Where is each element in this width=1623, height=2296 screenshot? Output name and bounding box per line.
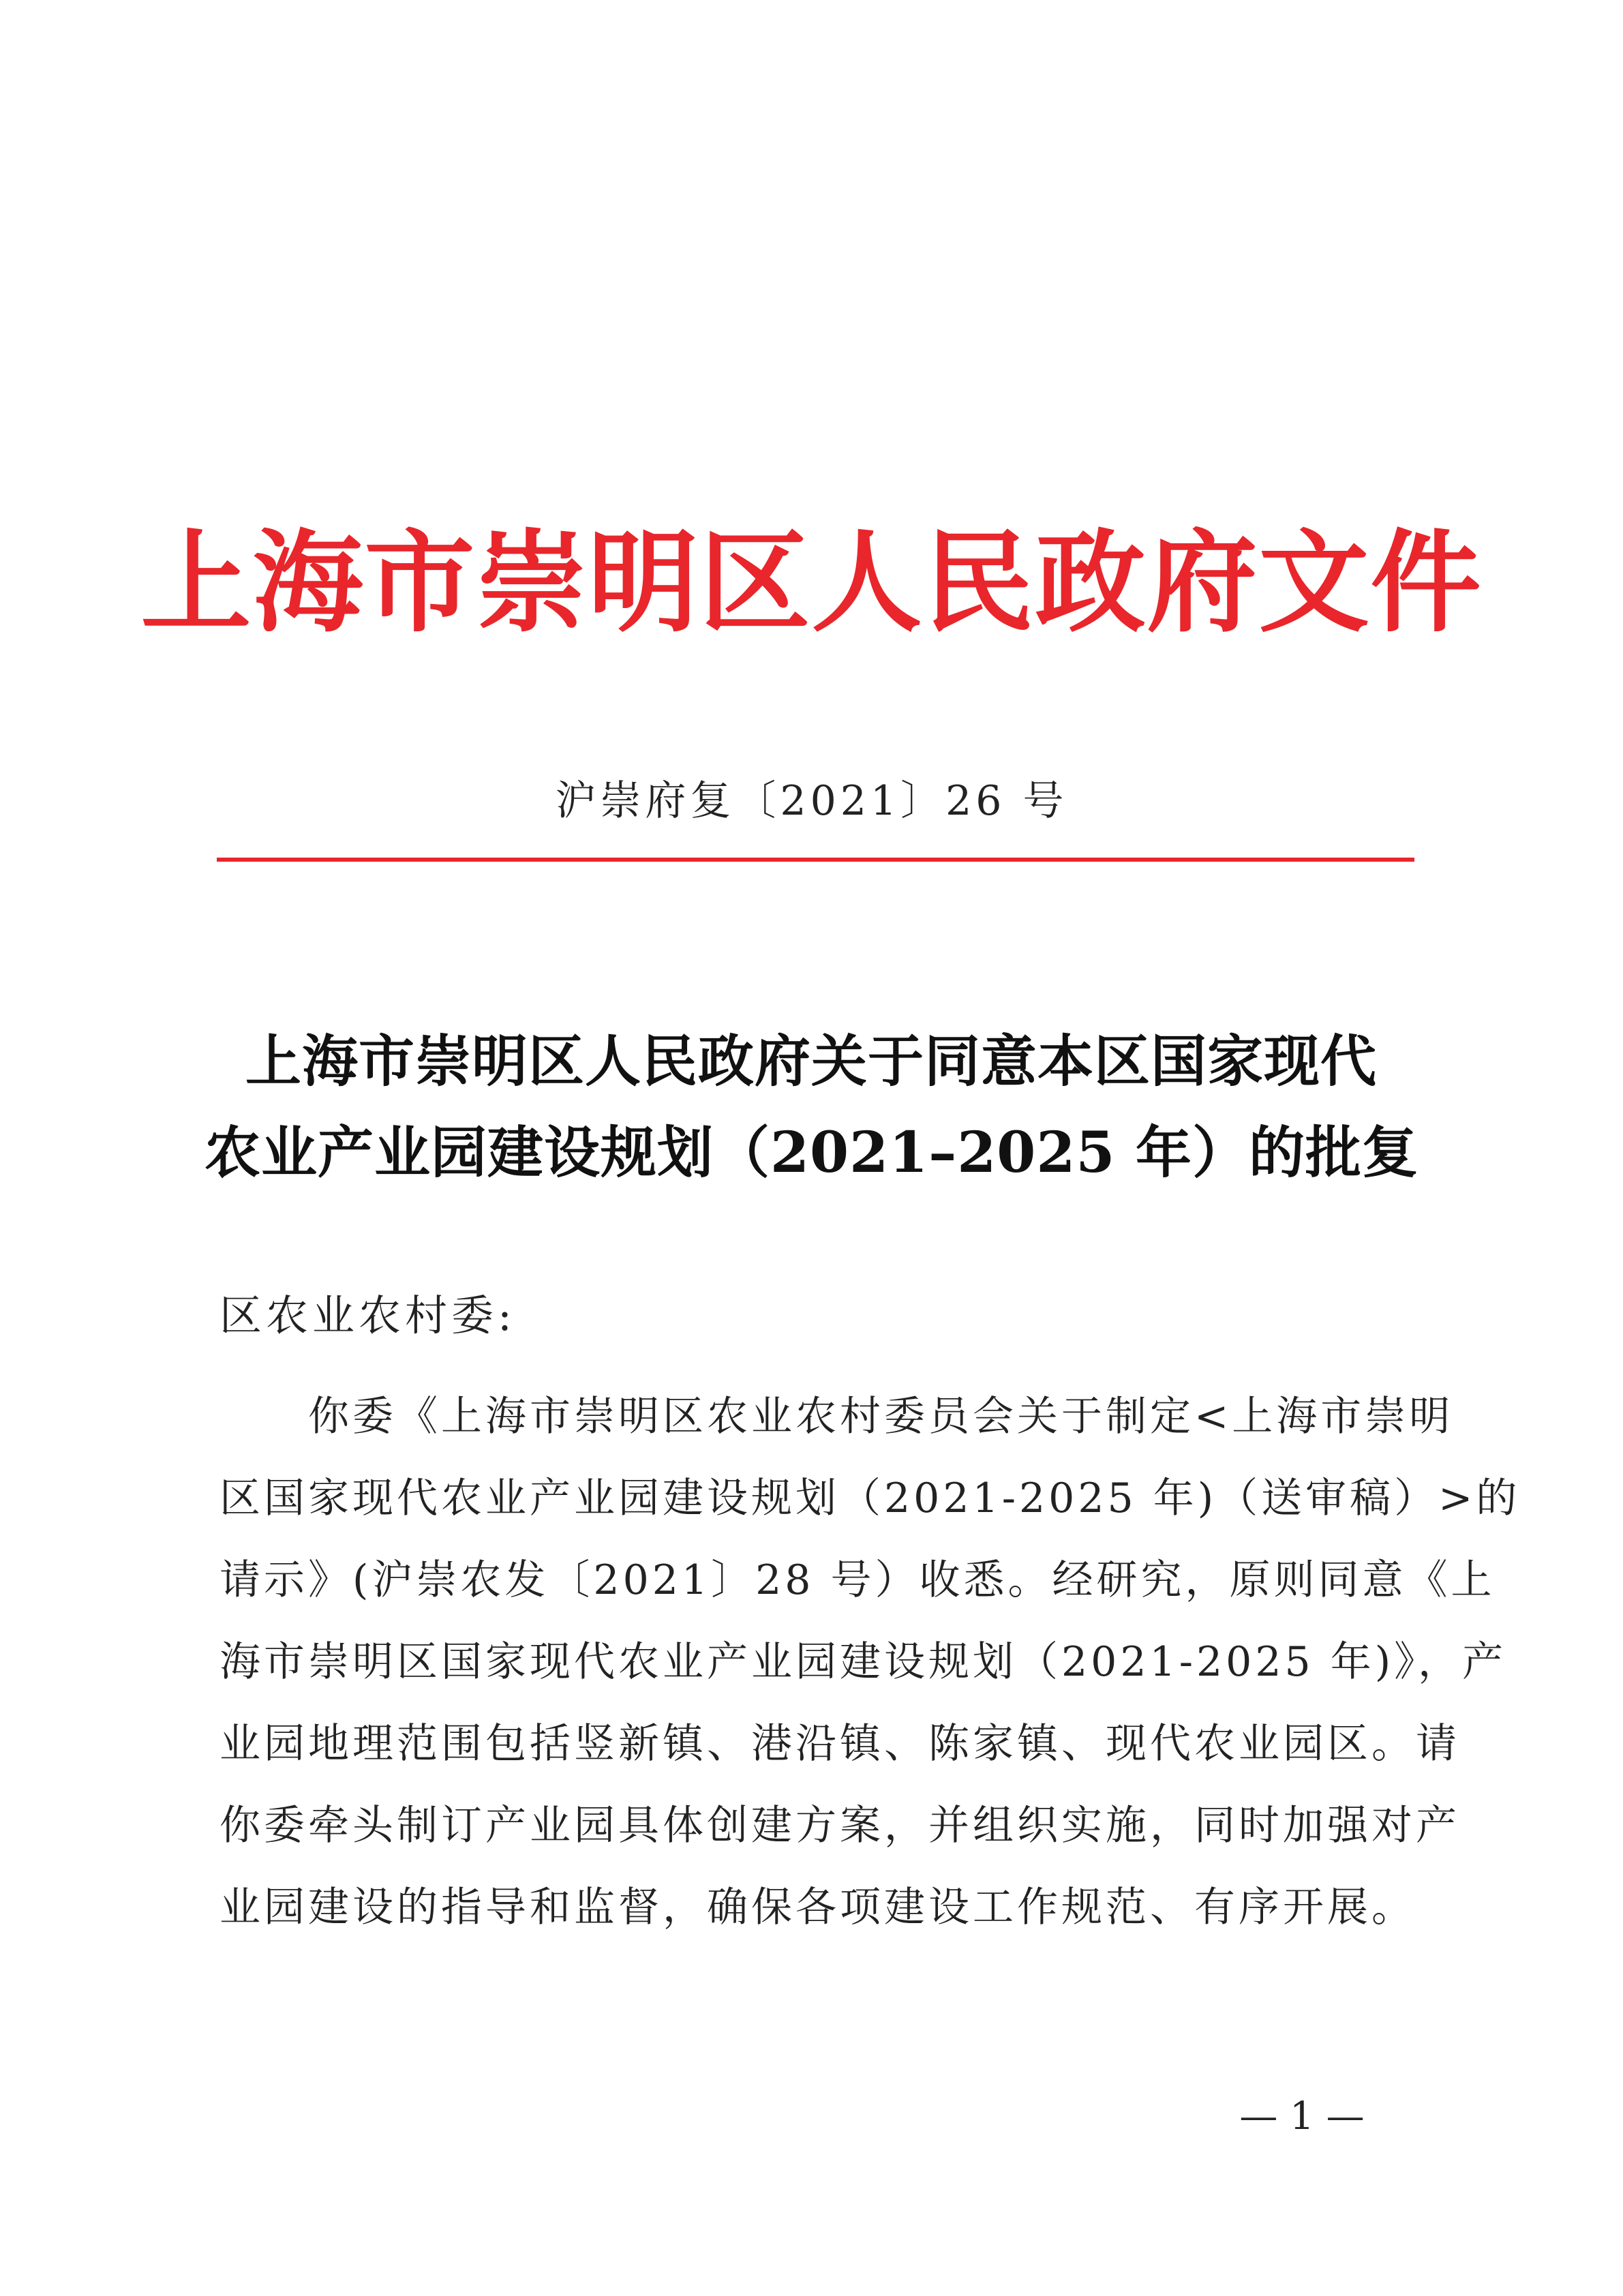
body-paragraph <box>219 1376 1521 1948</box>
subject-line-1: 上海市崇明区人民政府关于同意本区国家现代 <box>245 1029 1377 1094</box>
body-line: 区国家现代农业产业园建设规划（2021-2025 年)（送审稿）>的 <box>219 1475 1521 1522</box>
subject-line-2: 农业产业园建设规划（2021–2025 年）的批复 <box>204 1120 1419 1185</box>
addressee: 区农业农村委: <box>219 1290 516 1340</box>
red-separator-line <box>217 858 1414 862</box>
document-number: 沪崇府复〔2021〕26 号 <box>555 777 1068 825</box>
body-line: 请示》(沪崇农发〔2021〕28 号）收悉。经研究，原则同意《上 <box>219 1556 1496 1604</box>
body-line: 业园地理范围包括竖新镇、港沿镇、陈家镇、现代农业园区。请 <box>219 1720 1460 1768</box>
body-line: 你委牵头制订产业园具体创建方案，并组织实施，同时加强对产 <box>219 1802 1460 1849</box>
body-line: 你委《上海市崇明区农业农村委员会关于制定<上海市崇明 <box>219 1393 1454 1440</box>
body-line: 海市崇明区国家现代农业产业园建设规划（2021-2025 年)》，产 <box>219 1638 1507 1686</box>
document-header-title: 上海市崇明区人民政府文件 <box>140 518 1483 648</box>
page-number: — 1 — <box>1239 2094 1365 2139</box>
document-subject <box>204 1016 1418 1198</box>
body-line: 业园建设的指导和监督，确保各项建设工作规范、有序开展。 <box>219 1884 1416 1931</box>
